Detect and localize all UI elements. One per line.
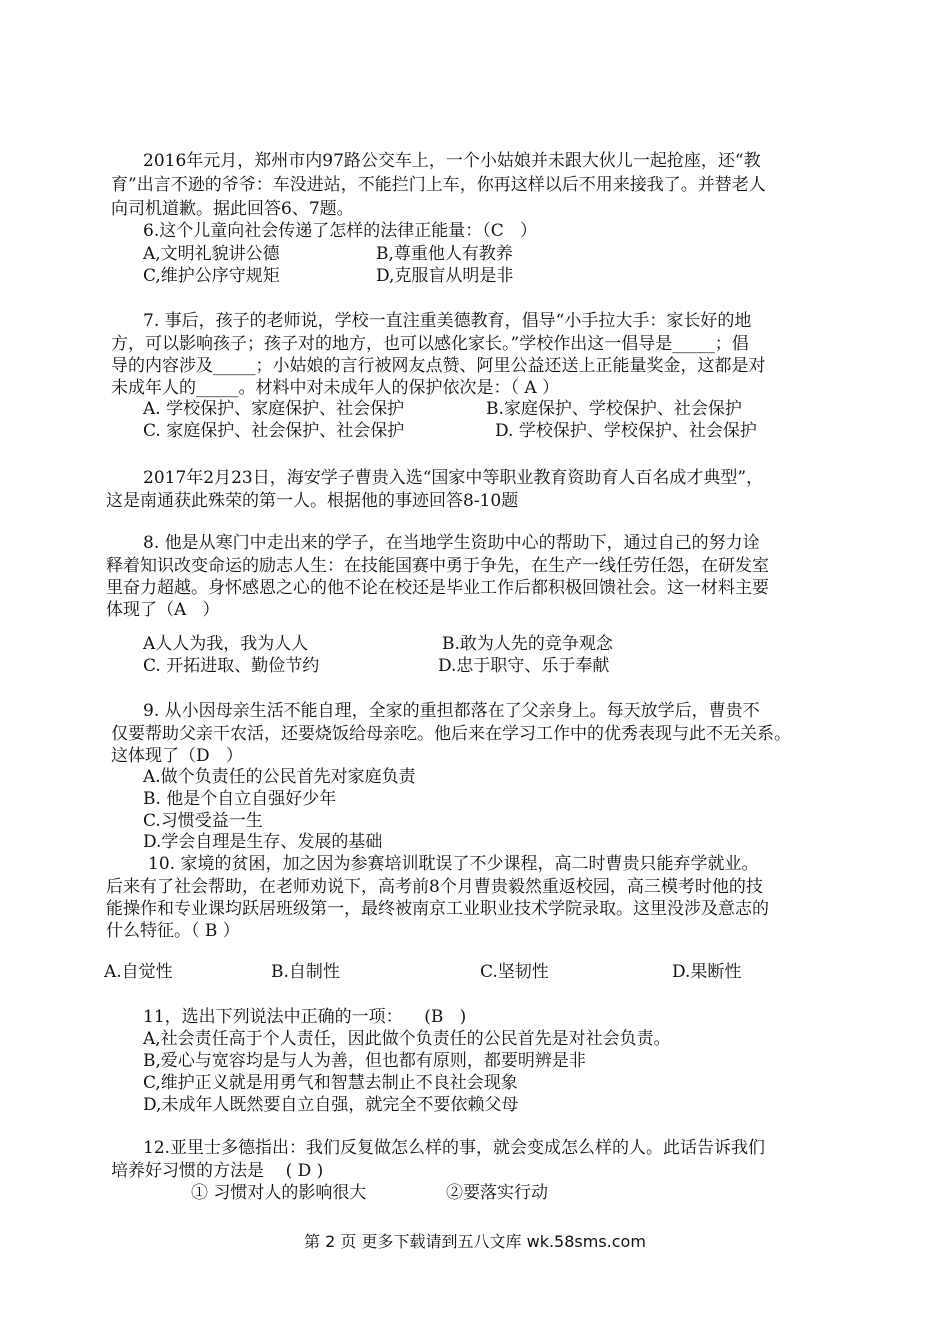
q10-option-c: C.坚韧性 (480, 962, 549, 982)
q6-stem: 6.这个儿童向社会传递了怎样的法律正能量：（C ） (143, 221, 537, 241)
q10-stem-line-2: 后来有了社会帮助，在老师劝说下，高考前8个月曹贵毅然重返校园，高三模考时他的技 (106, 877, 763, 897)
q7-stem-line-3: 导的内容涉及_____；小姑娘的言行被网友点赞、阿里公益还送上正能量奖金，这都是对 (111, 356, 766, 376)
q10-option-a: A.自觉性 (104, 962, 173, 982)
q11-option-a: A,社会责任高于个人责任，因此做个负责任的公民首先是对社会负责。 (143, 1029, 671, 1049)
q9-option-c: C.习惯受益一生 (143, 811, 263, 831)
q10-option-b: B.自制性 (271, 962, 340, 982)
q11-stem: 11，选出下列说法中正确的一项： (B ) (143, 1007, 467, 1027)
q12-stem-line-1: 12.亚里士多德指出：我们反复做怎么样的事，就会变成怎么样的人。此话告诉我们 (143, 1138, 766, 1158)
q7-option-d: D. 学校保护、学校保护、社会保护 (495, 421, 757, 441)
passage1-line-1: 2016年元月，郑州市内97路公交车上，一个小姑娘并未跟大伙儿一起抢座，还“教 (143, 151, 761, 171)
q9-option-a: A.做个负责任的公民首先对家庭负责 (143, 767, 416, 787)
q11-option-b: B,爱心与宽容均是与人为善，但也都有原则，都要明辨是非 (143, 1051, 586, 1071)
q8-option-d: D.忠于职守、乐于奉献 (438, 656, 610, 676)
q9-stem-line-1: 9. 从小因母亲生活不能自理，全家的重担都落在了父亲身上。每天放学后，曹贵不 (143, 701, 760, 721)
q8-option-b: B.敢为人先的竞争观念 (442, 634, 613, 654)
passage1-line-3: 向司机道歉。据此回答6、7题。 (111, 199, 354, 219)
q8-stem-line-1: 8. 他是从寒门中走出来的学子，在当地学生资助中心的帮助下，通过自己的努力诠 (143, 533, 760, 553)
q10-stem-line-3: 能操作和专业课均跃居班级第一，最终被南京工业职业技术学院录取。这里没涉及意志的 (106, 899, 769, 919)
passage1-line-2: 育”出言不逊的爷爷：车没进站，不能拦门上车，你再这样以后不用来接我了。并替老人 (111, 175, 766, 195)
q7-option-b: B.家庭保护、学校保护、社会保护 (486, 399, 742, 419)
q8-option-a: A人人为我，我为人人 (143, 634, 309, 654)
passage2-line-1: 2017年2月23日，海安学子曹贵入选“国家中等职业教育资助育人百名成才典型”， (143, 468, 764, 488)
q9-stem-line-3: 这体现了（D ） (111, 746, 243, 766)
q12-option-2: ②要落实行动 (446, 1183, 548, 1203)
q6-option-b: B,尊重他人有教养 (376, 244, 513, 264)
q12-option-1: ① 习惯对人的影响很大 (191, 1183, 367, 1203)
page-footer: 第 2 页 更多下载请到五八文库 wk.58sms.com (304, 1232, 646, 1251)
q7-option-a: A. 学校保护、家庭保护、社会保护 (143, 399, 405, 419)
q10-option-d: D.果断性 (672, 962, 742, 982)
q8-stem-line-4: 体现了（A ） (106, 600, 220, 620)
q7-stem-line-2: 方，可以影响孩子；孩子对的地方，也可以感化家长。”学校作出这一倡导是_____；倡 (111, 334, 749, 354)
q6-option-d: D,克服盲从明是非 (376, 266, 514, 286)
q8-stem-line-2: 释着知识改变命运的励志人生：在技能国赛中勇于争先，在生产一线任劳任怨，在研发室 (106, 556, 769, 576)
q7-stem-line-4: 未成年人的_____。材料中对未成年人的保护依次是：（ A ） (111, 378, 560, 398)
q10-stem-line-4: 什么特征。（ B ） (106, 921, 240, 941)
q8-option-c: C. 开拓进取、勤俭节约 (143, 656, 320, 676)
passage2-line-2: 这是南通获此殊荣的第一人。根据他的事迹回答8-10题 (106, 491, 519, 511)
q7-stem-line-1: 7. 事后，孩子的老师说，学校一直注重美德教育，倡导“小手拉大手：家长好的地 (143, 311, 752, 331)
q7-option-c: C. 家庭保护、社会保护、社会保护 (143, 421, 405, 441)
q9-option-d: D.学会自理是生存、发展的基础 (143, 832, 383, 852)
q8-stem-line-3: 里奋力超越。身怀感恩之心的他不论在校还是毕业工作后都积极回馈社会。这一材料主要 (106, 578, 769, 598)
q6-option-a: A,文明礼貌讲公德 (143, 244, 280, 264)
q10-stem-line-1: 10. 家境的贫困，加之因为参赛培训耽误了不少课程，高二时曹贵只能弃学就业。 (148, 854, 759, 874)
q6-option-c: C,维护公序守规矩 (143, 266, 280, 286)
q9-stem-line-2: 仅要帮助父亲干农活，还要烧饭给母亲吃。他后来在学习工作中的优秀表现与此不无关系。 (111, 724, 791, 744)
q12-stem-line-2: 培养好习惯的方法是 ( D ) (111, 1161, 324, 1181)
q11-option-c: C,维护正义就是用勇气和智慧去制止不良社会现象 (143, 1073, 518, 1093)
q9-option-b: B. 他是个自立自强好少年 (143, 789, 337, 809)
q11-option-d: D,未成年人既然要自立自强，就完全不要依赖父母 (143, 1095, 519, 1115)
